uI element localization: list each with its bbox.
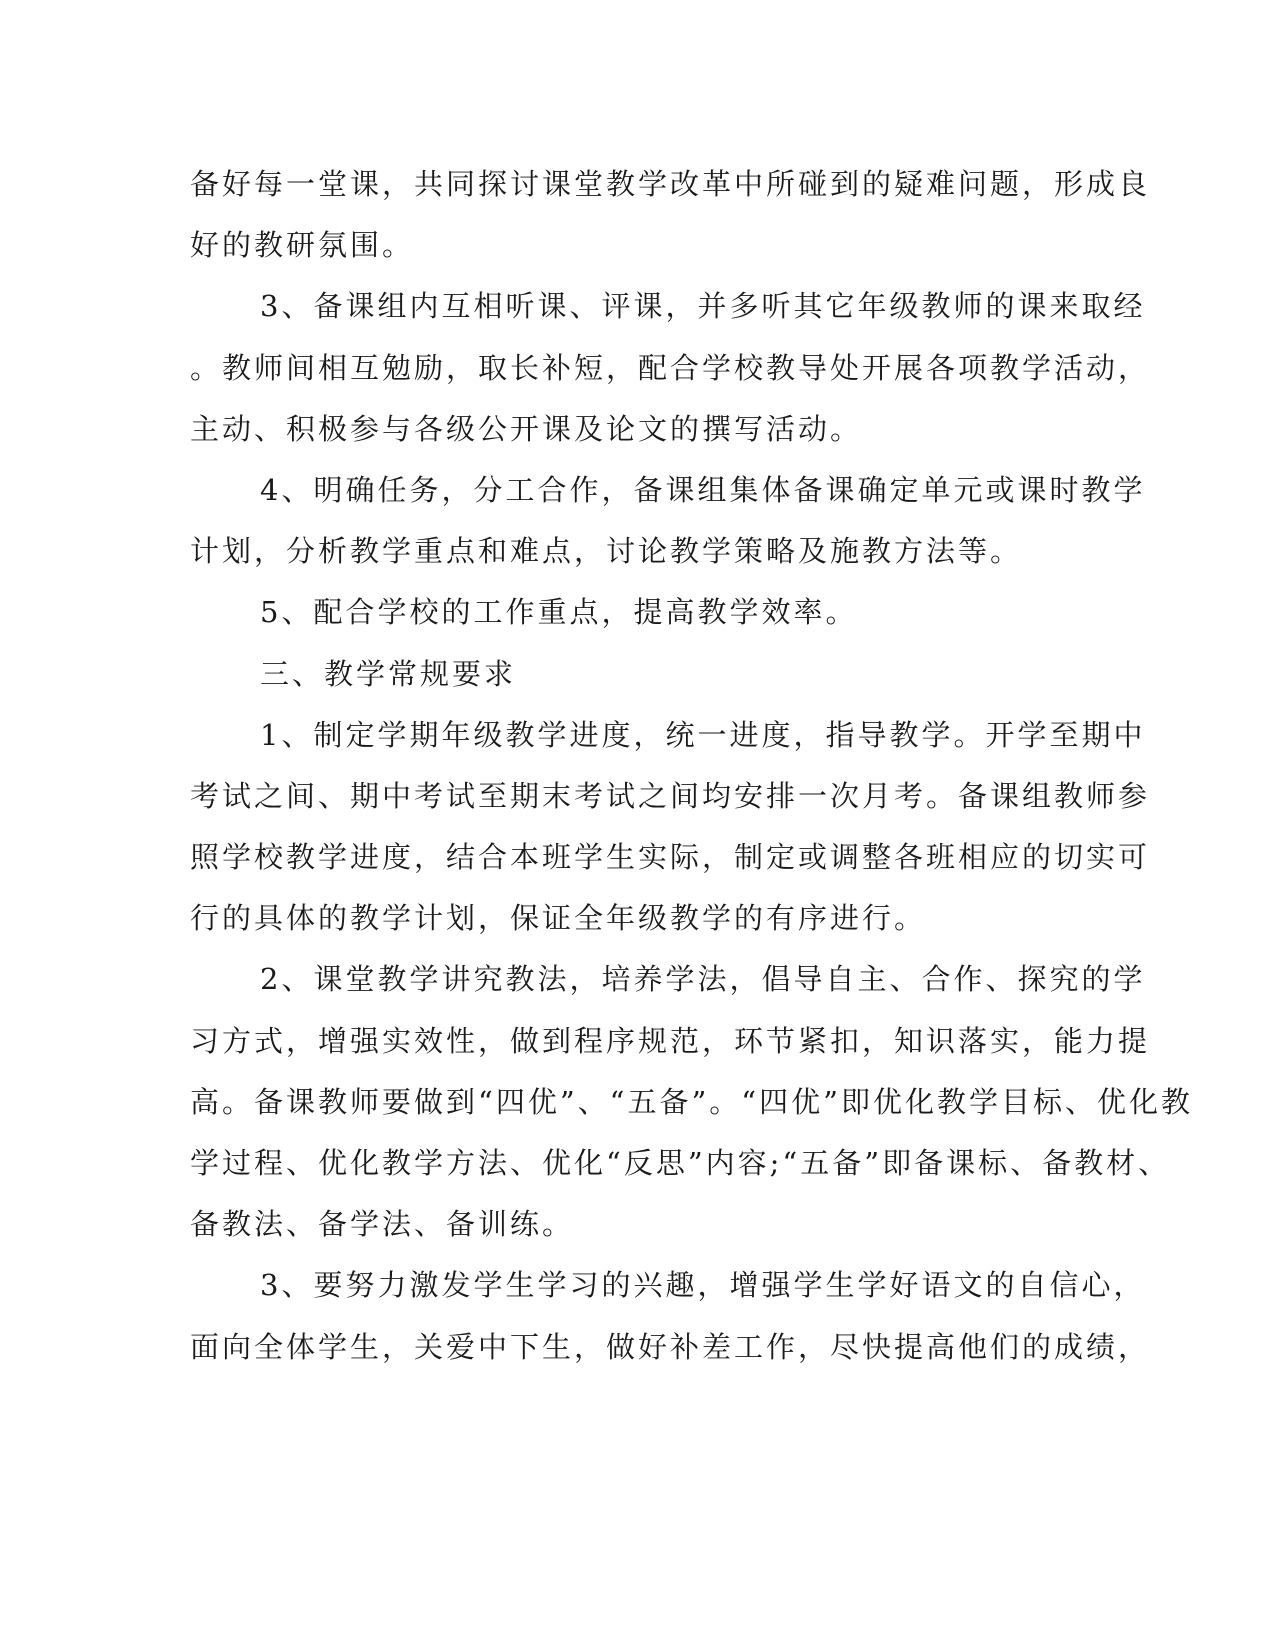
text-line: 3、备课组内互相听课、评课，并多听其它年级教师的课来取经	[260, 289, 1146, 324]
text-line: 学过程、优化教学方法、优化“反思”内容;“五备”即备课标、备教材、	[190, 1146, 1171, 1180]
text-line: 行的具体的教学计划，保证全年级教学的有序进行。	[190, 901, 927, 936]
text-line: 备教法、备学法、备训练。	[190, 1207, 575, 1242]
text-line: 主动、积极参与各级公开课及论文的撰写活动。	[190, 411, 863, 446]
text-line: 5、配合学校的工作重点，提高教学效率。	[260, 595, 858, 630]
text-line: 好的教研氛围。	[190, 228, 415, 263]
text-line: 4、明确任务，分工合作，备课组集体备课确定单元或课时教学	[260, 472, 1146, 507]
text-line: 习方式，增强实效性，做到程序规范，环节紧扣，知识落实，能力提	[190, 1023, 1151, 1058]
text-line: 3、要努力激发学生学习的兴趣，增强学生学好语文的自信心，	[260, 1268, 1146, 1303]
text-line: 计划，分析教学重点和难点，讨论教学策略及施教方法等。	[190, 534, 1023, 569]
text-line: 1、制定学期年级教学进度，统一进度，指导教学。开学至期中	[260, 717, 1146, 752]
section-heading: 三、教学常规要求	[260, 656, 517, 691]
text-line: 面向全体学生，关爱中下生，做好补差工作，尽快提高他们的成绩，	[190, 1329, 1151, 1364]
text-line: 。教师间相互勉励，取长补短，配合学校教导处开展各项教学活动，	[190, 350, 1151, 385]
text-line: 2、课堂教学讲究教法，培养学法，倡导自主、合作、探究的学	[260, 962, 1146, 997]
text-line: 高。备课教师要做到“四优”、“五备”。“四优”即优化教学目标、优化教	[190, 1084, 1193, 1119]
body-text	[190, 164, 1193, 1388]
text-line: 照学校教学进度，结合本班学生实际，制定或调整各班相应的切实可	[190, 840, 1151, 875]
text-line: 考试之间、期中考试至期末考试之间均安排一次月考。备课组教师参	[190, 778, 1151, 813]
text-line: 备好每一堂课，共同探讨课堂教学改革中所碰到的疑难问题，形成良	[190, 167, 1151, 201]
